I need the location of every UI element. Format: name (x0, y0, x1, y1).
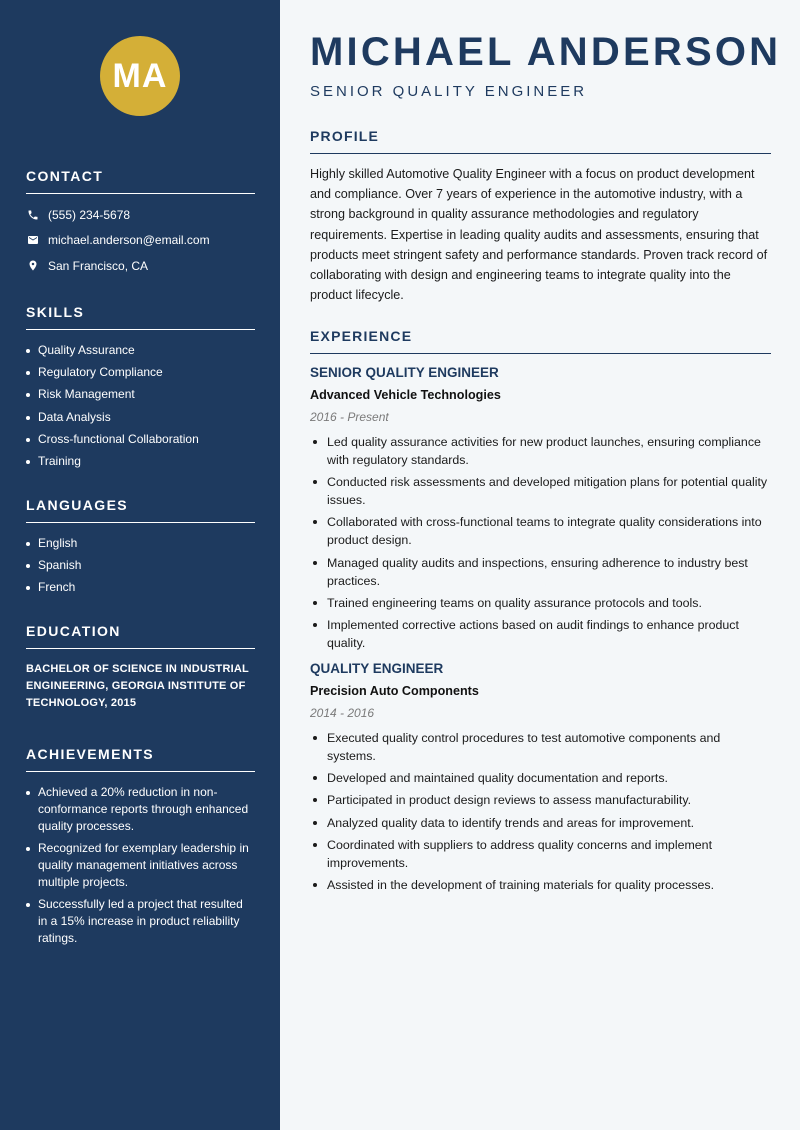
job-role: SENIOR QUALITY ENGINEER (310, 365, 499, 380)
contact-phone (26, 206, 255, 223)
job-company: Precision Auto Components (310, 683, 479, 698)
languages-heading: LANGUAGES (26, 497, 255, 523)
skill-item: Regulatory Compliance (26, 364, 255, 381)
achievement-item: Achieved a 20% reduction in non-conformance reports through enhanced quality processes. (26, 784, 255, 835)
candidate-name: MICHAEL ANDERSON (310, 30, 782, 74)
language-item: Spanish (26, 557, 255, 574)
job-bullet: Managed quality audits and inspections, ensuring adherence to industry best practices. (310, 554, 771, 590)
email-icon (26, 233, 40, 247)
skill-item: Risk Management (26, 386, 255, 403)
location-text: San Francisco, CA (48, 258, 149, 273)
skills-heading: SKILLS (26, 304, 255, 330)
job-bullets (310, 433, 771, 652)
education-section (26, 623, 255, 712)
profile-heading: PROFILE (310, 128, 771, 154)
achievements-section (26, 746, 255, 953)
avatar: MA (100, 36, 180, 116)
email-text: michael.anderson@email.com (48, 233, 210, 247)
main-content (280, 0, 800, 1130)
location-pin-icon (26, 259, 40, 273)
job-bullet: Participated in product design reviews to assess manufacturability. (310, 791, 771, 809)
job-bullet: Collaborated with cross-functional teams to integrate quality considerations into product design. (310, 513, 771, 549)
languages-section (26, 497, 255, 602)
profile-section (310, 128, 771, 305)
job-bullet: Executed quality control procedures to test automotive components and systems. (310, 729, 771, 765)
education-degree: BACHELOR OF SCIENCE IN INDUSTRIAL ENGINEERING, GEORGIA INSTITUTE OF TECHNOLOGY, 2015 (26, 663, 249, 709)
profile-text: Highly skilled Automotive Quality Engineer with a focus on product development and compliance. Over 7 years of experience in the automotive industry, with a strong background in quality assurance methodologies and regulatory requirements. Expertise in leading quality audits and assessments, ensuring that products meet stringent safety and performance standards. Proven track record of collaborating with design and engineering teams to integrate quality into the product lifecycle. (310, 167, 768, 303)
languages-list (26, 535, 255, 596)
job-dates: 2014 - 2016 (310, 705, 375, 720)
experience-heading: EXPERIENCE (310, 328, 771, 354)
achievement-item: Recognized for exemplary leadership in quality management initiatives across multiple projects. (26, 840, 255, 891)
job-bullet: Coordinated with suppliers to address quality concerns and implement improvements. (310, 836, 771, 872)
job-role: QUALITY ENGINEER (310, 660, 444, 676)
language-item: French (26, 579, 255, 596)
sidebar (0, 0, 280, 1130)
experience-section (310, 328, 771, 898)
contact-heading: CONTACT (26, 168, 255, 194)
job-company: Advanced Vehicle Technologies (310, 388, 501, 402)
achievements-heading: ACHIEVEMENTS (26, 746, 255, 772)
achievements-list (26, 784, 255, 947)
job-bullet: Assisted in the development of training materials for quality processes. (310, 876, 771, 894)
skill-item: Quality Assurance (26, 342, 255, 359)
achievement-item: Successfully led a project that resulted in a 15% increase in product reliability ratings. (26, 896, 255, 947)
skill-item: Training (26, 453, 255, 470)
education-heading: EDUCATION (26, 623, 255, 649)
contact-email (26, 232, 255, 249)
contact-section (26, 168, 255, 283)
contact-location (26, 257, 255, 274)
phone-icon (26, 208, 40, 222)
job-bullets (310, 729, 771, 894)
job-bullet: Led quality assurance activities for new product launches, ensuring compliance with regulatory standards. (310, 433, 771, 469)
language-item: English (26, 535, 255, 552)
job-bullet: Analyzed quality data to identify trends and areas for improvement. (310, 814, 771, 832)
job-dates: 2016 - Present (310, 410, 389, 424)
skill-item: Data Analysis (26, 409, 255, 426)
job-bullet: Conducted risk assessments and developed mitigation plans for potential quality issues. (310, 473, 771, 509)
skill-item: Cross-functional Collaboration (26, 431, 255, 448)
job-entry (310, 364, 771, 652)
job-bullet: Implemented corrective actions based on audit findings to enhance product quality. (310, 616, 771, 652)
phone-text: (555) 234-5678 (48, 207, 131, 222)
job-bullet: Trained engineering teams on quality assurance protocols and tools. (310, 594, 771, 612)
skills-section (26, 304, 255, 475)
job-entry (310, 660, 771, 894)
candidate-title: SENIOR QUALITY ENGINEER (310, 83, 588, 100)
skills-list (26, 342, 255, 470)
job-bullet: Developed and maintained quality documentation and reports. (310, 769, 771, 787)
